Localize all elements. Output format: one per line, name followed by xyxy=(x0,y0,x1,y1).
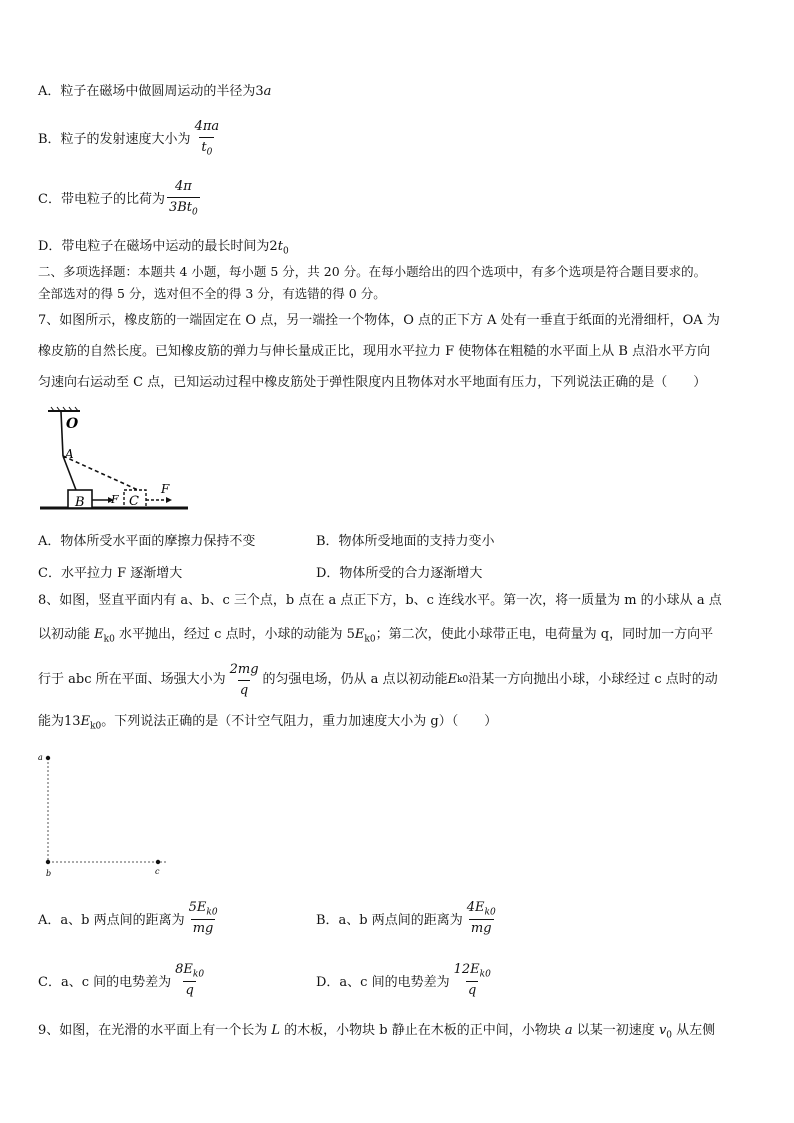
point-c xyxy=(156,860,160,864)
point-b xyxy=(46,860,50,864)
label-c: c xyxy=(155,867,160,876)
q7-stem-line3: 匀速向右运动至 C 点，已知运动过程中橡皮筋处于弹性限度内且物体对水平地面有压力，下列说法正确的是（ ） xyxy=(38,375,707,390)
q8-option-b: B．a、b 两点间的距离为 $\frac{4E_{k0}}{mg}$ xyxy=(316,900,496,936)
section-header-line1: 二、多项选择题：本题共 4 小题，每小题 5 分，共 20 分。在每小题给出的四个选项中，有多个选项是符合题目要求的。 xyxy=(38,264,707,279)
label-f1: F xyxy=(111,493,119,506)
label-b: b xyxy=(46,869,52,878)
q7-option-a: A．物体所受水平面的摩擦力保持不变 xyxy=(38,534,256,549)
q8-stem-line4: 能为$13E_{k0}$。下列说法正确的是（不计空气阻力，重力加速度大小为 g）（ ） xyxy=(38,714,498,732)
q8-option-c: C．a、c 间的电势差为 $\frac{8E_{k0}}{q}$ xyxy=(38,962,205,998)
fraction: $\frac{4E_{k0}}{mg}$ xyxy=(466,900,496,936)
q7-stem-line2: 橡皮筋的自然长度。已知橡皮筋的弹力与伸长量成正比，现用水平拉力 F 使物体在粗糙的水平面上从 B 点沿水平方向 xyxy=(38,344,711,359)
q9-stem-line1: 9、如图，在光滑的水平面上有一个长为 L 的木板，小物块 b 静止在木板的正中间，小物块 a 以某一初速度 $v_0$ 从左侧 xyxy=(38,1023,716,1041)
q8-stem-line3: 行于 abc 所在平面、场强大小为 $\frac{2mg}{q}$ 的匀强电场，仍从 a 点以初动能 E k0 沿某一方向抛出小球，小球经过 c 点时的动 xyxy=(38,661,718,698)
label-o: O xyxy=(66,416,79,432)
fraction: $\frac{4\pi a}{t_0}$ xyxy=(193,118,222,162)
fraction: $\frac{5E_{k0}}{mg}$ xyxy=(188,900,218,936)
q8-option-a: A．a、b 两点间的距离为 $\frac{5E_{k0}}{mg}$ xyxy=(38,900,218,936)
q7-option-c: C．水平拉力 F 逐渐增大 xyxy=(38,566,183,581)
fraction: $\frac{2mg}{q}$ xyxy=(229,661,259,698)
label-c: C xyxy=(129,494,139,509)
q8-stem-line1: 8、如图，竖直平面内有 a、b、c 三个点，b 点在 a 点正下方，b、c 连线水平。第一次，将一质量为 m 的小球从 a 点 xyxy=(38,593,722,608)
q6-option-c: C．带电粒子的比荷为 $\frac{4\pi}{3Bt_0}$ xyxy=(38,178,202,222)
rubber-band-oa xyxy=(61,412,63,456)
label-a: a xyxy=(38,753,43,762)
label-b: B xyxy=(75,495,85,510)
q8-option-d: D．a、c 间的电势差为 $\frac{12E_{k0}}{q}$ xyxy=(316,962,491,998)
rubber-band-ab xyxy=(63,456,76,490)
q7-stem-line1: 7、如图所示，橡皮筋的一端固定在 O 点，另一端拴一个物体，O 点的正下方 A 处有一垂直于纸面的光滑细杆，OA 为 xyxy=(38,313,720,328)
section-header-line2: 全部选对的得 5 分，选对但不全的得 3 分，有选错的得 0 分。 xyxy=(38,286,386,301)
q7-option-d: D．物体所受的合力逐渐增大 xyxy=(316,566,483,581)
q8-stem-line2: 以初动能 $E_{k0}$ 水平抛出，经过 c 点时，小球的动能为 $5E_{k0}$；第二次，使此小球带正电，电荷量为 q，同时加一方向平 xyxy=(38,627,714,645)
q7-figure xyxy=(38,404,198,516)
q6-option-d: D．带电粒子在磁场中运动的最长时间为$2t_0$ xyxy=(38,239,289,257)
label-f2: F xyxy=(161,482,170,496)
fraction: $\frac{8E_{k0}}{q}$ xyxy=(175,962,205,998)
q7-option-b: B．物体所受地面的支持力变小 xyxy=(316,534,495,549)
q6-option-b: B．粒子的发射速度大小为 $\frac{4\pi a}{t_0}$ xyxy=(38,118,223,162)
point-a xyxy=(46,756,50,760)
q6-option-a: A．粒子在磁场中做圆周运动的半径为3a xyxy=(38,84,272,99)
fraction: $\frac{12E_{k0}}{q}$ xyxy=(453,962,491,998)
q8-figure xyxy=(36,748,176,880)
label-a: A xyxy=(65,447,74,461)
fraction: $\frac{4\pi}{3Bt_0}$ xyxy=(167,178,200,222)
